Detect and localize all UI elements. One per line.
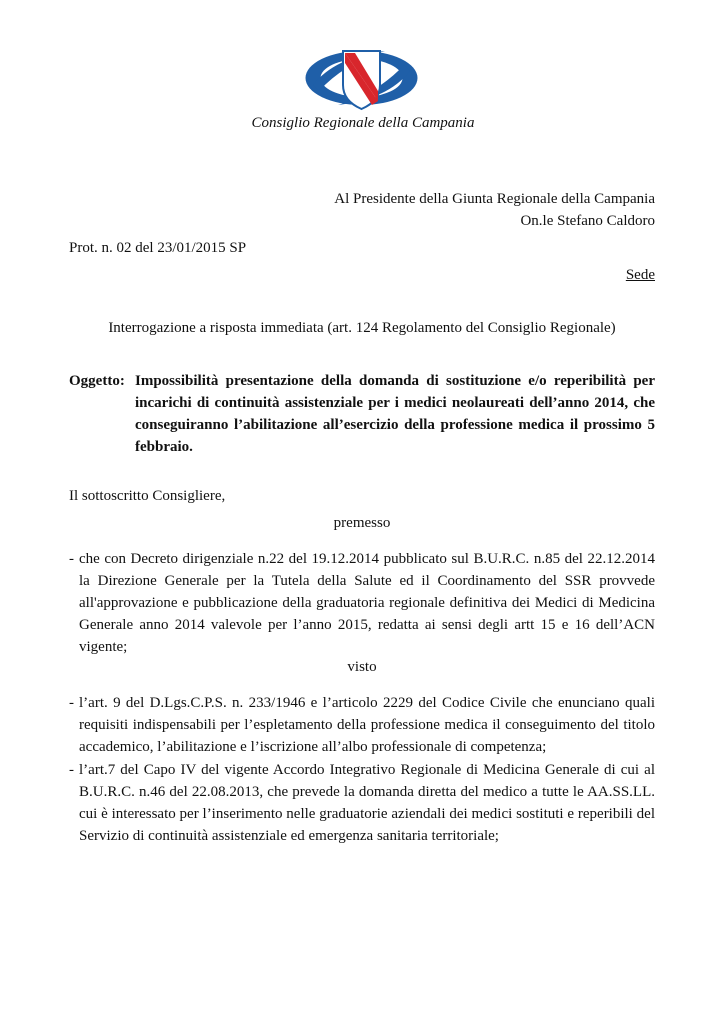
list-dash: -: [69, 551, 74, 567]
subject-text: Impossibilità presentazione della domanda di sostituzione e/o reperibilità per incarichi di continuità assistenziale per i medici neolaureati dell’anno 2014, che conseguiranno l’abilitazione all’esercizio della professione medica il prossimo 5 febbraio.: [135, 373, 655, 455]
visto-item-1: [69, 692, 655, 758]
premesso-heading: premesso: [333, 515, 391, 531]
premesso-item: [69, 548, 655, 658]
visto-item-2-text: l’art.7 del Capo IV del vigente Accordo Integrativo Regionale di Medicina Generale di cui al B.U.R.C. n.46 del 22.08.2013, che prevede la domanda diretta del medico a tutte le AA.SS.LL. cui è interessato per l’inserimento nelle graduatorie aziendali dei medici sostituti e reperibili del Servizio di continuità assistenziale ed emergenza sanitaria territoriale;: [79, 762, 655, 844]
list-dash: -: [69, 762, 74, 778]
list-dash: -: [69, 695, 74, 711]
visto-item-1-text: l’art. 9 del D.Lgs.C.P.S. n. 233/1946 e l’articolo 2229 del Codice Civile che enunciano quali requisiti indispensabili per l’espletamento della professione medica il conseguimento del titolo accademico, l’abilitazione e l’iscrizione all’albo professionale di competenza;: [79, 695, 655, 755]
protocol-number: Prot. n. 02 del 23/01/2015 SP: [69, 240, 247, 256]
campania-emblem-icon: [305, 45, 418, 111]
sede: Sede: [625, 267, 655, 283]
addressee-line-2: On.le Stefano Caldoro: [520, 213, 655, 229]
question-type: Interrogazione a risposta immediata (art. 124 Regolamento del Consiglio Regionale): [108, 320, 616, 336]
opening-line: Il sottoscritto Consigliere,: [69, 488, 226, 504]
council-name: Consiglio Regionale della Campania: [251, 115, 475, 131]
visto-heading: visto: [347, 659, 377, 675]
subject-label: Oggetto:: [69, 373, 125, 389]
addressee-line-1: Al Presidente della Giunta Regionale della Campania: [334, 191, 655, 207]
visto-item-2: [69, 759, 655, 847]
subject-block: [69, 370, 655, 458]
premesso-item-text: che con Decreto dirigenziale n.22 del 19.12.2014 pubblicato sul B.U.R.C. n.85 del 22.12.2014 la Direzione Generale per la Tutela della Salute ed il Coordinamento del SSR provvede all'approvazione e pubblicazione della graduatoria regionale definitiva dei Medici di Medicina Generale anno 2014 valevole per l’anno 2015, redatta ai sensi degli artt 15 e 16 dell’ACN vigente;: [79, 551, 655, 655]
